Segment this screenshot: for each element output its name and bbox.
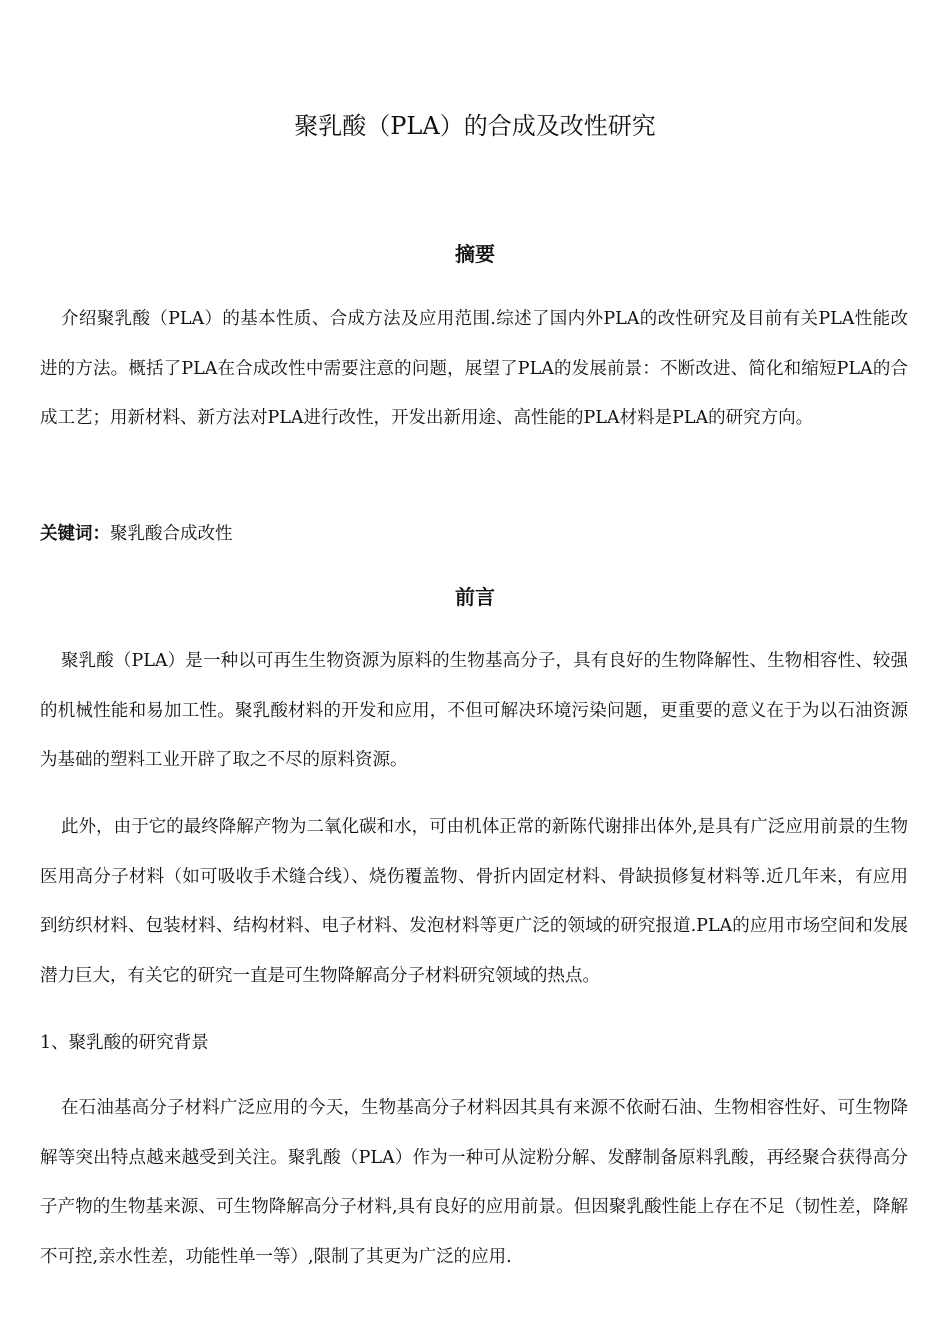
preface-paragraph-1: 聚乳酸（PLA）是一种以可再生生物资源为原料的生物基高分子，具有良好的生物降解性、生物相容性、较强的机械性能和易加工性。聚乳酸材料的开发和应用，不但可解决环境污染问题，更重要的意义在于为以石油资源为基础的塑料工业开辟了取之不尽的原料资源。 — [40, 651, 908, 771]
abstract-text: 介绍聚乳酸（PLA）的基本性质、合成方法及应用范围.综述了国内外PLA的改性研究及目前有关PLA性能改进的方法。概括了PLA在合成改性中需要注意的问题，展望了PLA的发展前景：不断改进、简化和缩短PLA的合成工艺；用新材料、新方法对PLA进行改性，开发出新用途、高性能的PLA材料是PLA的研究方向。 — [40, 309, 908, 429]
preface-paragraph-2: 此外，由于它的最终降解产物为二氧化碳和水，可由机体正常的新陈代谢排出体外,是具有广泛应用前景的生物医用高分子材料（如可吸收手术缝合线）、烧伤覆盖物、骨折内固定材料、骨缺损修复材料等.近几年来，有应用到纺织材料、包装材料、结构材料、电子材料、发泡材料等更广泛的领域的研究报道.PLA的应用市场空间和发展潜力巨大，有关它的研究一直是可生物降解高分子材料研究领域的热点。 — [40, 817, 908, 987]
section-paragraph: 在石油基高分子材料广泛应用的今天，生物基高分子材料因其具有来源不依耐石油、生物相容性好、可生物降解等突出特点越来越受到关注。聚乳酸（PLA）作为一种可从淀粉分解、发酵制备原料乳酸，再经聚合获得高分子产物的生物基来源、可生物降解高分子材料,具有良好的应用前景。但因聚乳酸性能上存在不足（韧性差，降解不可控,亲水性差，功能性单一等）,限制了其更为广泛的应用. — [40, 1098, 908, 1268]
preface-heading: 前言 — [455, 585, 495, 609]
keywords-label: 关键词： — [40, 524, 110, 544]
keywords-line — [40, 518, 908, 550]
abstract-heading: 摘要 — [455, 242, 495, 266]
keywords-value: 聚乳酸合成改性 — [110, 524, 233, 544]
section-heading: 1、聚乳酸的研究背景 — [40, 1033, 209, 1053]
document-title: 聚乳酸（PLA）的合成及改性研究 — [294, 112, 656, 140]
